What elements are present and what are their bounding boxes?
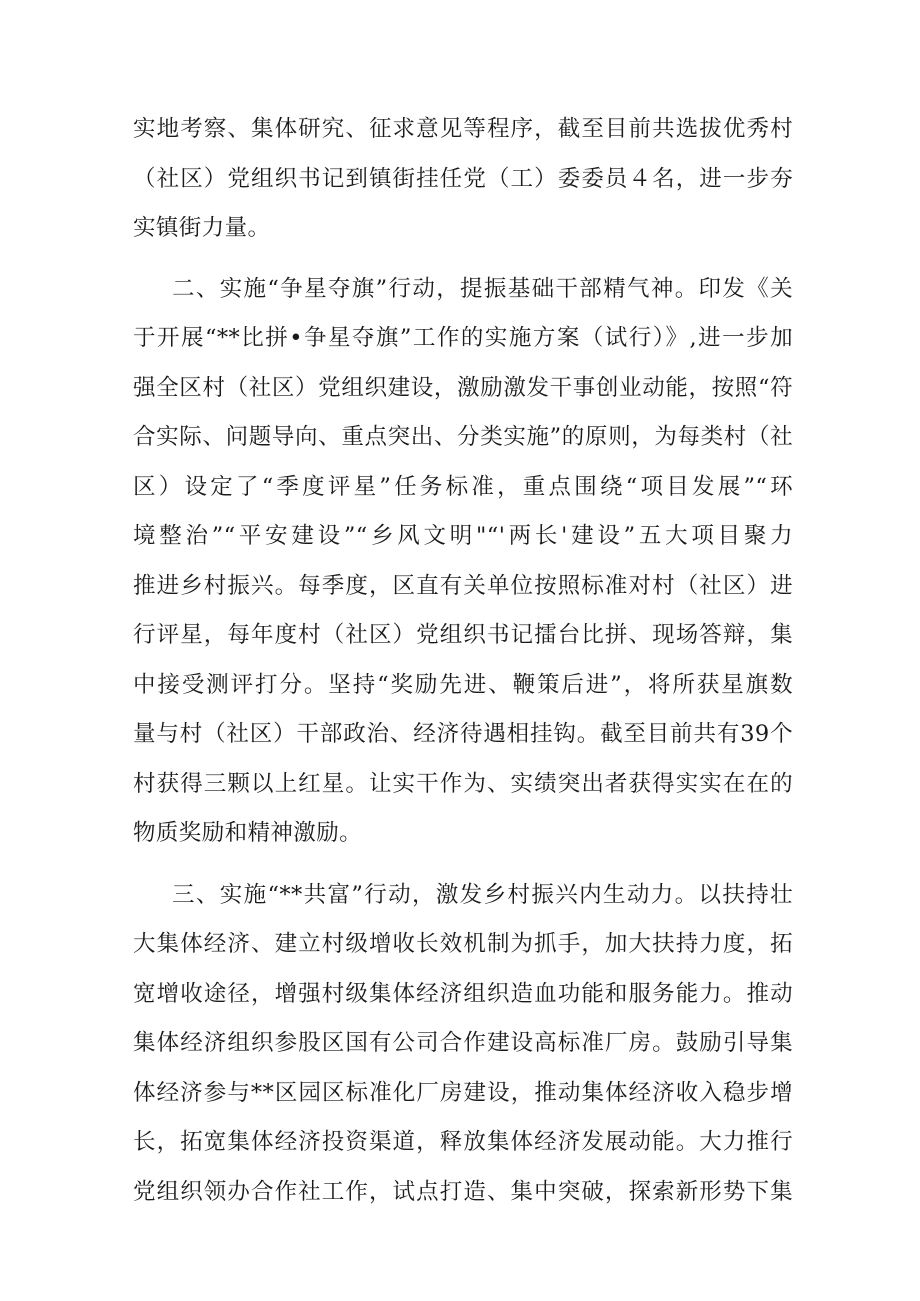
text-line: 中接受测评打分。坚持“奖励先进、鞭策后进”，将所获星旗数 <box>133 672 793 698</box>
text-line: 二、实施“争星夺旗”行动，提振基础干部精气神。印发《关 <box>172 276 793 302</box>
text-line: 强全区村（社区）党组织建设，激励激发干事创业动能，按照“符 <box>133 375 793 401</box>
text-line: 三、实施“**共富”行动，激发乡村振兴内生动力。以扶持壮 <box>172 882 793 908</box>
text-line: 党组织领办合作社工作，试点打造、集中突破，探索新形势下集 <box>133 1179 793 1205</box>
text-line: 物质奖励和精神激励。 <box>133 820 363 846</box>
text-line: 宽增收途径，增强村级集体经济组织造血功能和服务能力。推动 <box>133 981 793 1007</box>
text-line: 区）设定了“季度评星”任务标准，重点围绕“项目发展”“环 <box>133 474 793 500</box>
text-line: 境整治”“平安建设”“乡风文明"“'两长'建设”五大项目聚力 <box>133 523 793 549</box>
text-line: 于开展“**比拼•争星夺旗”工作的实施方案（试行）》,进一步加 <box>133 325 793 351</box>
text-line: 集体经济组织参股区国有公司合作建设高标准厂房。鼓励引导集 <box>133 1030 793 1056</box>
text-line: 行评星，每年度村（社区）党组织书记擂台比拼、现场答辩，集 <box>133 622 793 648</box>
text-line: 长，拓宽集体经济投资渠道，释放集体经济发展动能。大力推行 <box>133 1129 793 1155</box>
text-line: 大集体经济、建立村级增收长效机制为抓手，加大扶持力度，拓 <box>133 931 793 957</box>
text-line: 实地考察、集体研究、征求意见等程序，截至目前共选拔优秀村 <box>133 116 793 142</box>
text-line: 量与村（社区）干部政治、经济待遇相挂钩。截至目前共有39个 <box>133 721 793 747</box>
text-line: 实镇街力量。 <box>133 215 271 241</box>
text-line: 村获得三颗以上红星。让实干作为、实绩突出者获得实实在在的 <box>133 771 793 797</box>
text-line: 推进乡村振兴。每季度，区直有关单位按照标准对村（社区）进 <box>133 573 793 599</box>
text-line: （社区）党组织书记到镇街挂任党（工）委委员４名，进一步夯 <box>133 166 793 192</box>
text-line: 体经济参与**区园区标准化厂房建设，推动集体经济收入稳步增 <box>133 1080 793 1106</box>
text-line: 合实际、问题导向、重点突出、分类实施”的原则，为每类村（社 <box>133 424 793 450</box>
